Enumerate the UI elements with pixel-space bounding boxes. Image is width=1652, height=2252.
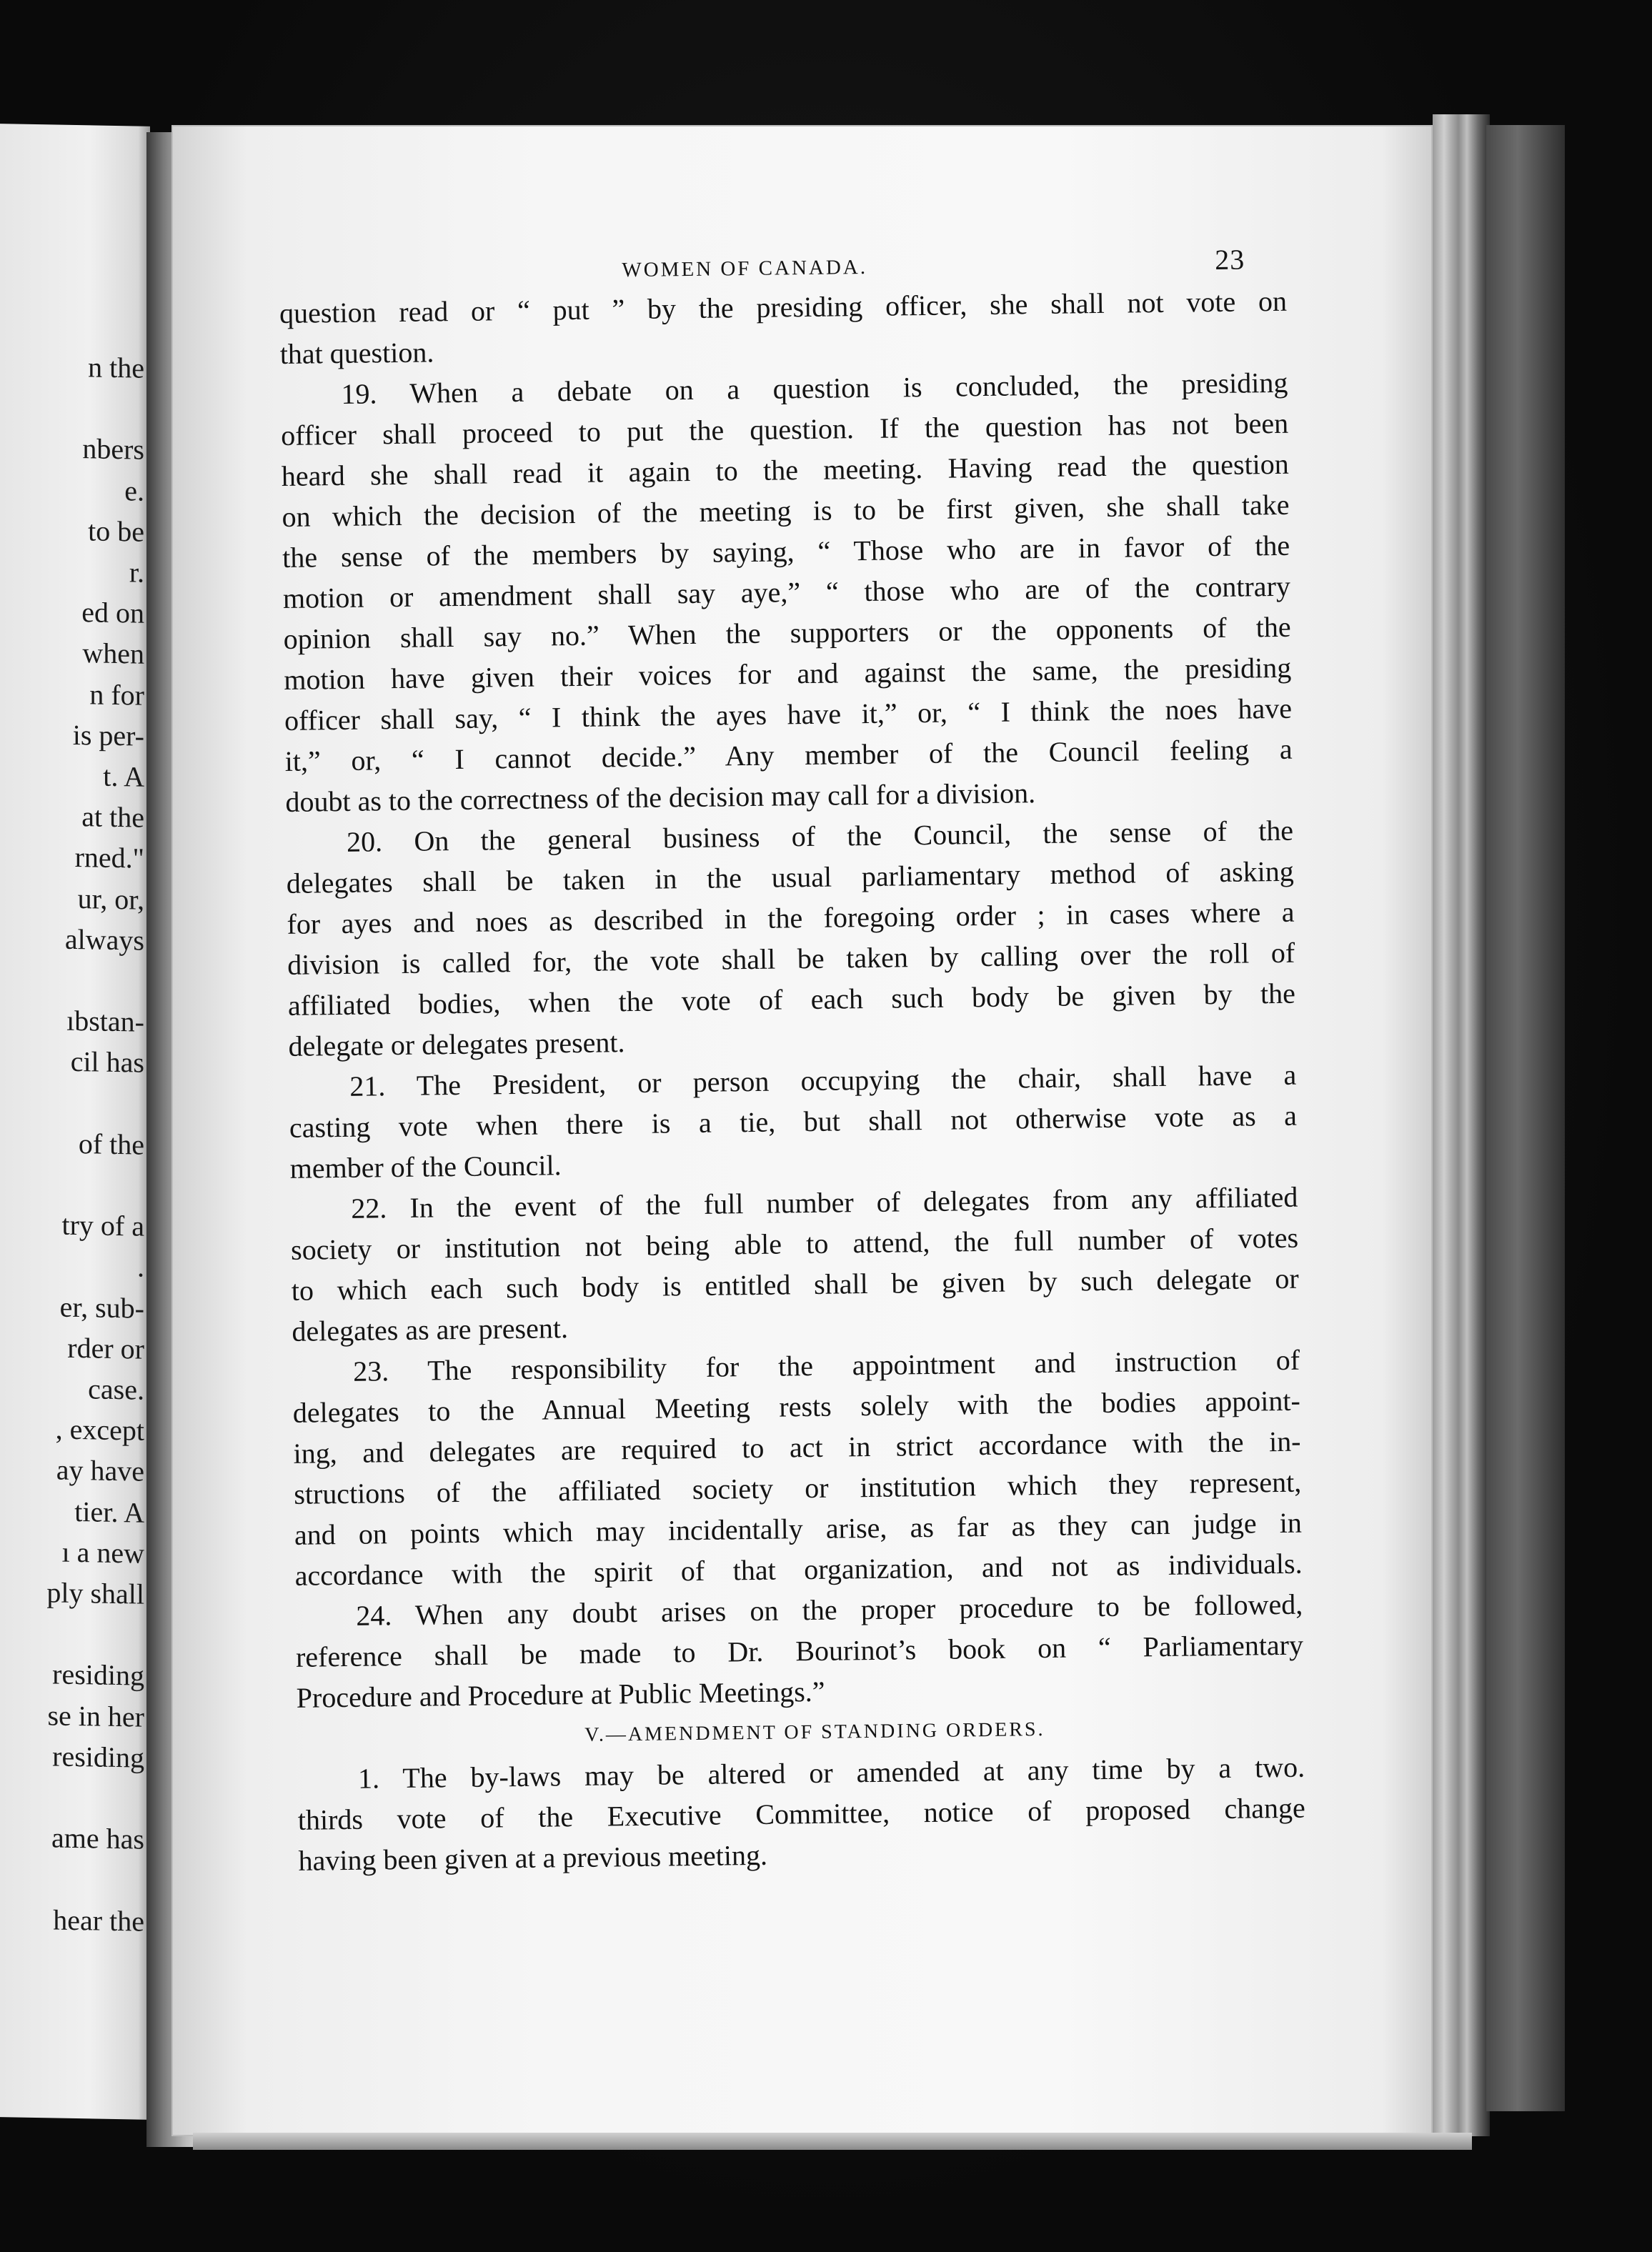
left-page — [0, 124, 150, 2120]
text-line: thirds vote of the Executive Committee, notice of proposed change — [297, 1791, 1306, 1836]
text-line: delegates shall be taken in the usual parliamentary method of asking — [286, 855, 1295, 900]
text-line: reference shall be made to Dr. Bourinot’s book on “ Parliamentary — [295, 1628, 1304, 1673]
left-page-line: ply shall — [46, 1576, 144, 1610]
text-line: officer shall proceed to put the question. If the question has not been — [280, 407, 1289, 452]
text-line: motion have given their voices for and against the same, the presiding — [284, 651, 1292, 696]
text-line: division is called for, the vote shall be taken by calling over the roll of — [287, 936, 1295, 981]
text-line: for ayes and noes as described in the foregoing order ; in cases where a — [287, 895, 1295, 940]
left-page-line: of the — [78, 1127, 144, 1161]
running-title: WOMEN OF CANADA. — [622, 255, 868, 282]
left-page-text — [0, 124, 150, 2120]
text-line: question read or “ put ” by the presiding officer, she shall not vote on — [279, 284, 1288, 329]
text-line: delegate or delegates present. — [288, 1026, 625, 1062]
left-page-line: er, sub- — [59, 1290, 144, 1325]
text-line: Procedure and Procedure at Public Meetings.” — [296, 1675, 825, 1714]
text-line: accordance with the spirit of that organization, and not as individuals. — [294, 1547, 1303, 1592]
text-line: affiliated bodies, when the vote of each such body be given by the — [287, 977, 1296, 1022]
page-edges — [1433, 114, 1490, 2136]
text-line: 24. When any doubt arises on the proper procedure to be followed, — [356, 1588, 1303, 1632]
left-page-line: , except — [55, 1413, 144, 1447]
text-line: casting vote when there is a tie, but shall not otherwise vote as a — [289, 1099, 1298, 1144]
text-line: the sense of the members by saying, “ Those who are in favor of the — [282, 529, 1290, 574]
left-page-line: to be — [88, 514, 144, 548]
section-text — [297, 1747, 1306, 1881]
text-line: ing, and delegates are required to act in strict accordance with the in- — [293, 1425, 1301, 1470]
left-page-line: ed on — [81, 596, 144, 629]
page-number: 23 — [1214, 243, 1245, 276]
text-line: on which the decision of the meeting is to be first given, she shall take — [282, 488, 1290, 533]
left-page-line: rned." — [74, 841, 144, 875]
text-line: heard she shall read it again to the meeting. Having read the question — [281, 447, 1290, 492]
text-line: doubt as to the correctness of the decision may call for a division. — [285, 777, 1036, 818]
text-line: having been given at a previous meeting. — [298, 1838, 768, 1877]
page-text-block — [279, 238, 1306, 1881]
left-page-line: when — [82, 637, 144, 671]
left-page-line: hear the — [53, 1903, 144, 1938]
left-page-line: t. A — [103, 759, 144, 793]
left-page-line: ay have — [56, 1453, 144, 1488]
left-page-line: always — [64, 922, 144, 957]
text-line: society or institution not being able to attend, the full number of votes — [290, 1221, 1299, 1266]
text-line: that question. — [279, 336, 434, 370]
book-cover-edge — [1486, 125, 1565, 2111]
text-line: member of the Council. — [289, 1149, 562, 1185]
left-page-line: is per- — [72, 718, 144, 752]
left-page-line: ı a new — [61, 1535, 144, 1570]
left-page-line: ame has — [51, 1821, 144, 1855]
left-page-line: try of a — [61, 1208, 144, 1242]
left-page-line: nbers — [82, 432, 144, 467]
left-page-line: cil has — [70, 1045, 144, 1080]
text-line: it,” or, “ I cannot decide.” Any member of the Council feeling a — [284, 732, 1293, 777]
left-page-line: . — [137, 1250, 144, 1284]
left-page-line: at the — [81, 800, 144, 834]
left-page-line: tier. A — [74, 1495, 144, 1529]
left-page-line: ıbstan- — [66, 1004, 144, 1038]
left-page-line: case. — [88, 1372, 144, 1406]
left-page-line: n for — [89, 677, 144, 712]
page-bottom-edge — [193, 2133, 1472, 2150]
text-line: and on points which may incidentally arise, as far as they can judge in — [294, 1506, 1303, 1551]
text-line: delegates as are present. — [292, 1312, 569, 1347]
left-page-line: e. — [124, 474, 144, 507]
text-line: 1. The by-laws may be altered or amended at any time by a two. — [357, 1750, 1305, 1795]
section-heading: V.—AMENDMENT OF STANDING ORDERS. — [584, 1718, 1045, 1746]
text-line: 22. In the event of the full number of delegates from any affiliated — [351, 1180, 1298, 1225]
left-page-line: rder or — [67, 1331, 144, 1365]
body-text — [279, 281, 1304, 1718]
text-line: officer shall say, “ I think the ayes have it,” or, “ I think the noes have — [284, 692, 1293, 737]
text-line: 20. On the general business of the Council, the sense of the — [346, 814, 1294, 858]
left-page-line: residing — [52, 1658, 144, 1693]
left-page-line: residing — [52, 1740, 144, 1774]
text-line: 19. When a debate on a question is concluded, the presiding — [341, 366, 1288, 410]
left-page-line: r. — [129, 556, 144, 589]
text-line: to which each such body is entitled shall be given by such delegate or — [291, 1262, 1299, 1307]
left-page-line: n the — [88, 351, 144, 384]
text-line: opinion shall say no.” When the supporters or the opponents of the — [283, 610, 1291, 655]
left-page-line: ur, or, — [77, 882, 144, 916]
text-line: delegates to the Annual Meeting rests solely with the bodies appoint- — [292, 1384, 1301, 1429]
text-line: 23. The responsibility for the appointment and instruction of — [352, 1343, 1300, 1387]
text-line: structions of the affiliated society or institution which they represent, — [294, 1465, 1302, 1510]
left-page-line: se in her — [47, 1698, 144, 1733]
text-line: 21. The President, or person occupying the chair, shall have a — [349, 1058, 1297, 1102]
text-line: motion or amendment shall say aye,” “ those who are of the contrary — [282, 569, 1291, 614]
